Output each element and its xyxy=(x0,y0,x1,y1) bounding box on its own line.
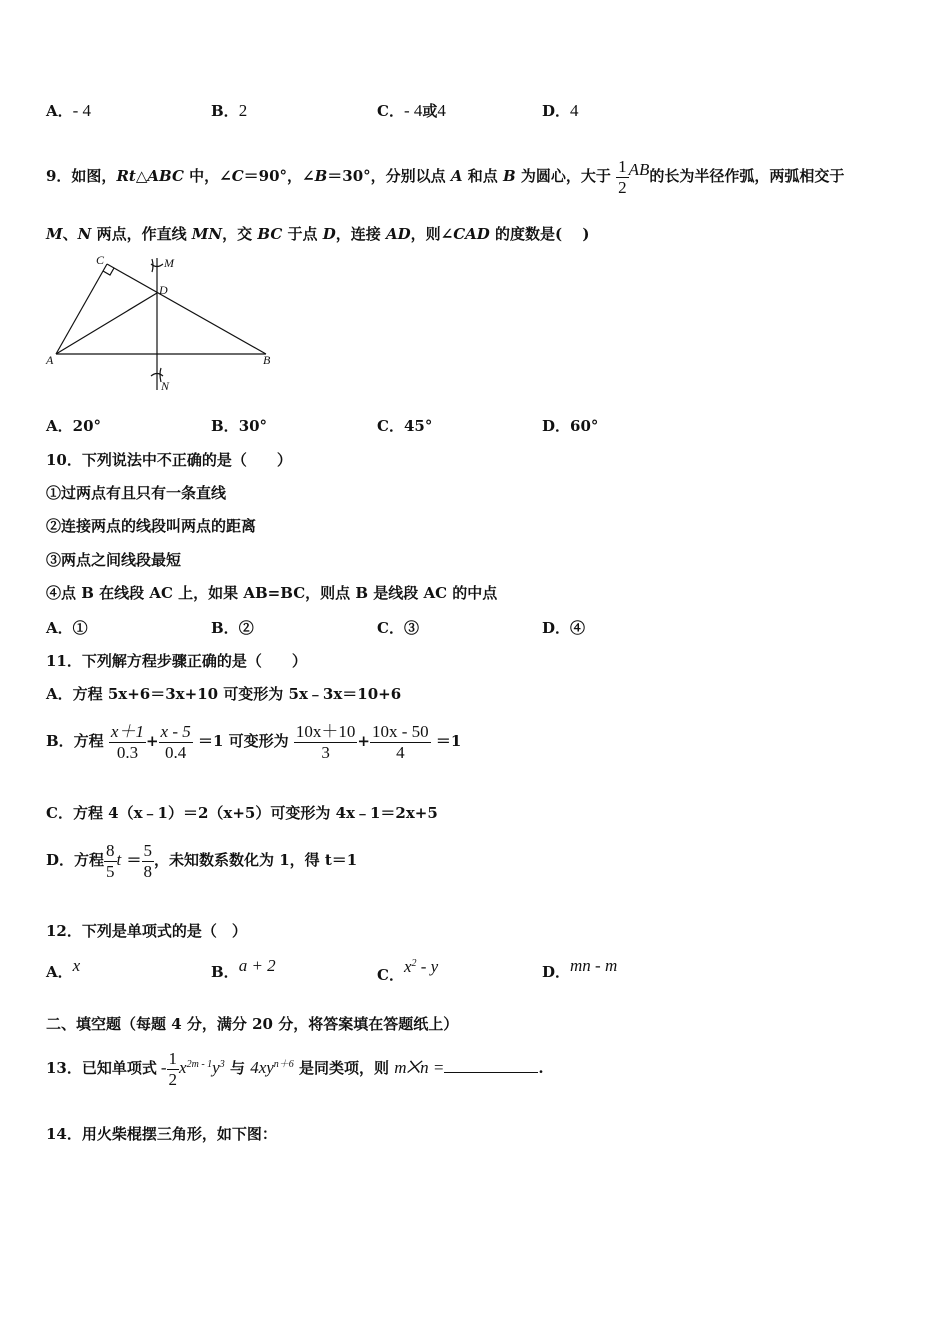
q14-stem: 14．用火柴棍摆三角形，如下图： xyxy=(46,1125,277,1143)
plus-sign: + xyxy=(145,732,159,750)
fraction-numerator: 8 xyxy=(106,840,115,860)
label-n: N xyxy=(161,379,170,393)
math-m: M xyxy=(46,225,63,243)
math-x: x xyxy=(179,1058,187,1077)
option-label: B． xyxy=(211,417,239,435)
text: 是同类项，则 xyxy=(299,1059,390,1077)
option-value: - 4 xyxy=(72,101,92,120)
fraction-numerator: x＋1 xyxy=(110,721,144,741)
option-value xyxy=(404,958,438,976)
option-value: ① xyxy=(72,619,88,637)
fraction-half xyxy=(616,157,629,198)
text: B．方程 xyxy=(46,732,104,750)
answer-blank[interactable] xyxy=(444,1058,538,1073)
segment-ac xyxy=(56,264,107,354)
fraction-denominator: 0.3 xyxy=(116,742,139,762)
math-rest: - y xyxy=(416,957,439,976)
q8-option-d xyxy=(542,101,579,121)
option-value: 30° xyxy=(238,417,268,435)
option-value: ④ xyxy=(570,619,586,637)
q9-option-c xyxy=(377,416,432,436)
text: ，则 xyxy=(410,225,441,243)
text: ，未知数系数化为 1，得 t＝1 xyxy=(154,851,358,869)
math-d: D xyxy=(322,225,336,243)
text: ，交 xyxy=(222,225,258,243)
q12-option-a xyxy=(46,956,81,982)
fraction-denominator: 5 xyxy=(106,861,115,881)
label-c: C xyxy=(96,253,105,267)
option-label: C． xyxy=(377,619,404,637)
math-t: t xyxy=(116,850,122,869)
option-value: mn - m xyxy=(570,956,618,975)
option-label: C． xyxy=(377,966,404,984)
option-value: 2 xyxy=(238,101,248,120)
q11-stem: 11．下列解方程步骤正确的是（ ） xyxy=(46,652,307,670)
math-term: 4xy xyxy=(250,1058,274,1077)
q11-option-c: C．方程 4（x﹣1）＝2（x+5）可变形为 4x﹣1＝2x+5 xyxy=(46,804,438,822)
fraction-denominator: 0.4 xyxy=(165,742,187,762)
math-base: x xyxy=(403,957,412,976)
option-value: 45° xyxy=(403,417,433,435)
text: ，连接 xyxy=(335,225,386,243)
option-label: A． xyxy=(46,619,73,637)
triangle-figure xyxy=(40,250,280,400)
option-label: C． xyxy=(377,102,404,120)
q12-stem: 12．下列是单项式的是（ ） xyxy=(46,922,247,940)
math-mn: MN xyxy=(191,225,223,243)
q11-option-d xyxy=(46,838,357,882)
q11-option-a: A．方程 5x+6＝3x+10 可变形为 5x﹣3x＝10+6 xyxy=(46,685,402,703)
text: 9．如图， xyxy=(46,167,117,185)
text: ＝1 xyxy=(435,732,462,750)
option-value: ③ xyxy=(403,619,419,637)
text: 两点，作直线 xyxy=(91,225,192,243)
option-or: 或 xyxy=(422,102,438,120)
fraction-denominator: 2 xyxy=(168,1069,178,1089)
text: ＝1 可变形为 xyxy=(198,732,289,750)
q10-option-a xyxy=(46,618,88,638)
option-label: D． xyxy=(542,417,571,435)
q10-stem: 10．下列说法中不正确的是（ ） xyxy=(46,451,292,469)
math-expression: m⨉n = xyxy=(394,1058,445,1077)
text: 的度数是( ) xyxy=(489,225,590,243)
q10-statement-1: ①过两点有且只有一条直线 xyxy=(46,484,227,502)
math-ab: AB xyxy=(628,160,650,179)
option-value: 20° xyxy=(72,417,102,435)
minus-sign: - xyxy=(160,1058,167,1077)
option-label: A． xyxy=(46,102,73,120)
q10-statement-4: ④点 B 在线段 AC 上，如果 AB=BC，则点 B 是线段 AC 的中点 xyxy=(46,584,498,602)
q9-option-a xyxy=(46,416,101,436)
option-value: a + 2 xyxy=(238,956,276,975)
equals-sign: ＝ xyxy=(126,851,142,869)
text: D．方程 xyxy=(46,851,105,869)
math-angle-cad: ∠CAD xyxy=(440,225,490,243)
plus-sign: + xyxy=(357,732,370,750)
math-exponent: 2m - 1 xyxy=(186,1059,213,1070)
q8-option-c xyxy=(377,101,446,121)
label-b: B xyxy=(263,353,271,367)
option-label: A． xyxy=(46,963,73,981)
text: 、 xyxy=(62,225,78,243)
math-point-b: B xyxy=(502,167,516,185)
option-label: D． xyxy=(542,619,571,637)
q10-option-c xyxy=(377,618,419,638)
option-label: C． xyxy=(377,417,404,435)
segment-ad xyxy=(56,293,157,354)
q9-stem-line1 xyxy=(46,148,844,198)
option-value: 60° xyxy=(570,417,599,435)
option-label: B． xyxy=(211,963,239,981)
fraction xyxy=(104,841,117,882)
option-label: A． xyxy=(46,417,73,435)
label-d: D xyxy=(159,283,168,297)
fraction-denominator: 8 xyxy=(143,861,152,881)
math-point-a: A xyxy=(450,167,463,185)
option-value: x xyxy=(72,956,81,975)
text: 的长为半径作弧，两弧相交于 xyxy=(649,167,845,185)
text: 13．已知单项式 xyxy=(46,1059,157,1077)
q12-option-c xyxy=(377,957,439,985)
math-exponent: 2 xyxy=(411,958,417,969)
q9-option-b xyxy=(211,416,267,436)
fraction xyxy=(167,1049,180,1090)
math-ad: AD xyxy=(385,225,411,243)
fraction xyxy=(370,722,431,763)
math-bc: BC xyxy=(257,225,283,243)
option-label: B． xyxy=(211,619,239,637)
math-angle-b: ∠B xyxy=(302,167,328,185)
q10-statement-2: ②连接两点的线段叫两点的距离 xyxy=(46,517,257,535)
q11-option-b xyxy=(46,719,461,763)
q8-option-a xyxy=(46,101,91,121)
option-value: 4 xyxy=(570,101,579,120)
fraction-numerator: 10x - 50 xyxy=(371,721,429,741)
fraction-numerator: 1 xyxy=(168,1048,178,1068)
option-value-2: 4 xyxy=(437,101,446,120)
math-exponent: n＋6 xyxy=(273,1059,294,1070)
q13-stem xyxy=(46,1043,544,1090)
fraction-numerator: 10x＋10 xyxy=(295,721,356,741)
fraction xyxy=(142,841,155,882)
text: 与 xyxy=(229,1059,245,1077)
text: 和点 xyxy=(462,167,503,185)
math-rt-abc: Rt△ABC xyxy=(116,167,184,185)
q9-option-d xyxy=(542,416,598,436)
text: 于点 xyxy=(282,225,323,243)
q8-option-b xyxy=(211,101,247,121)
q10-statement-3: ③两点之间线段最短 xyxy=(46,551,182,569)
fraction-numerator: 1 xyxy=(618,156,627,176)
text: ＝90°， xyxy=(243,167,303,185)
option-value: ② xyxy=(238,619,254,637)
option-value: - 4 xyxy=(403,101,423,120)
option-label: B． xyxy=(211,102,239,120)
label-m: M xyxy=(164,256,174,270)
math-y: y xyxy=(212,1058,220,1077)
q10-option-b xyxy=(211,618,254,638)
text: 为圆心，大于 xyxy=(515,167,611,185)
q12-option-d xyxy=(542,956,618,982)
q12-option-b xyxy=(211,956,276,982)
label-a: A xyxy=(46,353,54,367)
option-label: D． xyxy=(542,963,571,981)
fraction-numerator: x - 5 xyxy=(160,721,191,741)
fraction-denominator: 2 xyxy=(618,177,627,197)
fraction-numerator: 5 xyxy=(143,840,152,860)
text: ＝30°，分别以点 xyxy=(327,167,451,185)
math-exponent: 3 xyxy=(219,1059,225,1070)
option-label: D． xyxy=(542,102,571,120)
fraction xyxy=(159,722,193,763)
fraction xyxy=(109,722,146,763)
math-n: N xyxy=(77,225,92,243)
text: . xyxy=(538,1059,544,1077)
fraction xyxy=(294,722,358,763)
text: 中， xyxy=(183,167,220,185)
fraction-denominator: 4 xyxy=(396,742,405,762)
math-angle-c: ∠C xyxy=(219,167,244,185)
q10-option-d xyxy=(542,618,585,638)
fraction-denominator: 3 xyxy=(321,742,330,762)
q9-stem-line2 xyxy=(46,224,589,244)
section-heading: 二、填空题（每题 4 分，满分 20 分，将答案填在答题纸上） xyxy=(46,1015,459,1033)
